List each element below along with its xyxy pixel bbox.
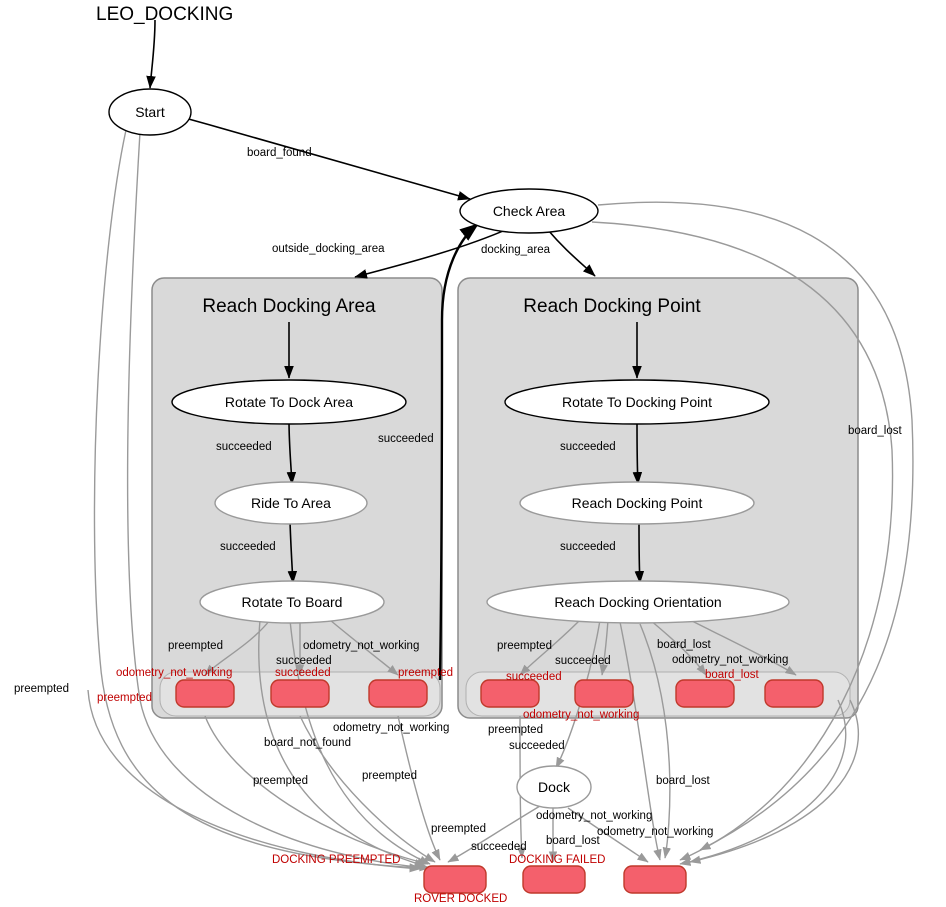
edge-label-succeeded: succeeded xyxy=(378,433,434,445)
node-dock-label: Dock xyxy=(538,779,570,795)
edge-label-board-lost: board_lost xyxy=(848,425,902,437)
edge-label-odometry-not-working: odometry_not_working xyxy=(303,640,420,652)
terminal-node[interactable] xyxy=(676,680,734,707)
node-ride-to-area[interactable] xyxy=(215,482,367,524)
edge-label-succeeded: succeeded xyxy=(509,740,565,752)
node-rotate-to-board[interactable] xyxy=(200,581,384,623)
edge-label-preempted: preempted xyxy=(14,683,69,695)
edge-label-board-not-found: board_not_found xyxy=(264,737,351,749)
edge-label-preempted: preempted xyxy=(362,770,417,782)
diagram-title: LEO_DOCKING xyxy=(96,4,234,25)
terminal-node-rover-docked[interactable] xyxy=(624,866,686,893)
edge-label-odometry-not-working: odometry_not_working xyxy=(597,826,714,838)
edge-label-succeeded: succeeded xyxy=(555,655,611,667)
edge-label-succeeded: succeeded xyxy=(216,441,272,453)
cluster-title-reach-docking-point: Reach Docking Point xyxy=(523,296,701,317)
terminal-node[interactable] xyxy=(271,680,329,707)
terminal-node-docking-failed[interactable] xyxy=(523,866,585,893)
edge-label-preempted: preempted xyxy=(97,692,152,704)
terminal-node[interactable] xyxy=(481,680,539,707)
node-rotate-to-docking-point-label: Rotate To Docking Point xyxy=(562,394,712,410)
edge-label-docking-area: docking_area xyxy=(481,244,551,256)
node-reach-docking-point-label: Reach Docking Point xyxy=(571,495,703,511)
outcome-label-rover-docked: ROVER DOCKED xyxy=(414,893,508,905)
edge-label-succeeded: succeeded xyxy=(275,667,331,679)
edge-label-board-found: board_found xyxy=(247,147,312,159)
edge-label-succeeded: succeeded xyxy=(471,841,527,853)
edge-label-odometry-not-working: odometry_not_working xyxy=(116,667,233,679)
edge-label-succeeded: succeeded xyxy=(506,671,562,683)
edge-label-preempted: preempted xyxy=(253,775,308,787)
node-check-area-label: Check Area xyxy=(492,203,566,219)
edge-label-odometry-not-working: odometry_not_working xyxy=(523,709,640,721)
cluster-title-reach-docking-area: Reach Docking Area xyxy=(202,296,376,317)
edge-label-preempted: preempted xyxy=(488,724,543,736)
edge-label-succeeded: succeeded xyxy=(560,541,616,553)
node-rotate-to-docking-point[interactable] xyxy=(505,380,769,424)
node-check-area[interactable] xyxy=(460,189,598,233)
node-rotate-to-board-label: Rotate To Board xyxy=(241,594,343,610)
edge-label-odometry-not-working: odometry_not_working xyxy=(536,810,653,822)
edge-label-board-lost: board_lost xyxy=(705,669,759,681)
edge-label-preempted: preempted xyxy=(168,640,223,652)
outcome-label-docking-preempted: DOCKING PREEMPTED xyxy=(272,854,401,866)
node-rotate-to-dock-area-label: Rotate To Dock Area xyxy=(224,394,354,410)
outcome-label-docking-failed: DOCKING FAILED xyxy=(509,854,606,866)
edge-label-board-lost: board_lost xyxy=(657,639,711,651)
node-rotate-to-dock-area[interactable] xyxy=(172,380,406,424)
edge-label-preempted: preempted xyxy=(398,667,453,679)
edge-label-board-lost: board_lost xyxy=(656,775,710,787)
edge-label-outside-docking-area: outside_docking_area xyxy=(272,243,385,255)
edge-label-succeeded: succeeded xyxy=(276,655,332,667)
edge-label-preempted: preempted xyxy=(431,823,486,835)
edge-label-succeeded: succeeded xyxy=(560,441,616,453)
terminal-node[interactable] xyxy=(176,680,234,707)
edge-label-odometry-not-working: odometry_not_working xyxy=(333,722,450,734)
edge-label-board-lost: board_lost xyxy=(546,835,600,847)
edge-label-odometry-not-working: odometry_not_working xyxy=(672,654,789,666)
node-reach-docking-orientation[interactable] xyxy=(487,581,789,623)
terminal-node[interactable] xyxy=(575,680,633,707)
node-reach-docking-orientation-label: Reach Docking Orientation xyxy=(554,594,722,610)
node-ride-to-area-label: Ride To Area xyxy=(251,495,331,511)
terminal-node[interactable] xyxy=(765,680,823,707)
node-start[interactable] xyxy=(109,89,191,135)
node-dock[interactable] xyxy=(517,766,591,808)
edge-label-preempted: preempted xyxy=(497,640,552,652)
node-reach-docking-point[interactable] xyxy=(520,482,754,524)
terminal-node[interactable] xyxy=(369,680,427,707)
node-start-label: Start xyxy=(135,104,165,120)
terminal-node-docking-preempted[interactable] xyxy=(424,866,486,893)
edge-label-succeeded: succeeded xyxy=(220,541,276,553)
